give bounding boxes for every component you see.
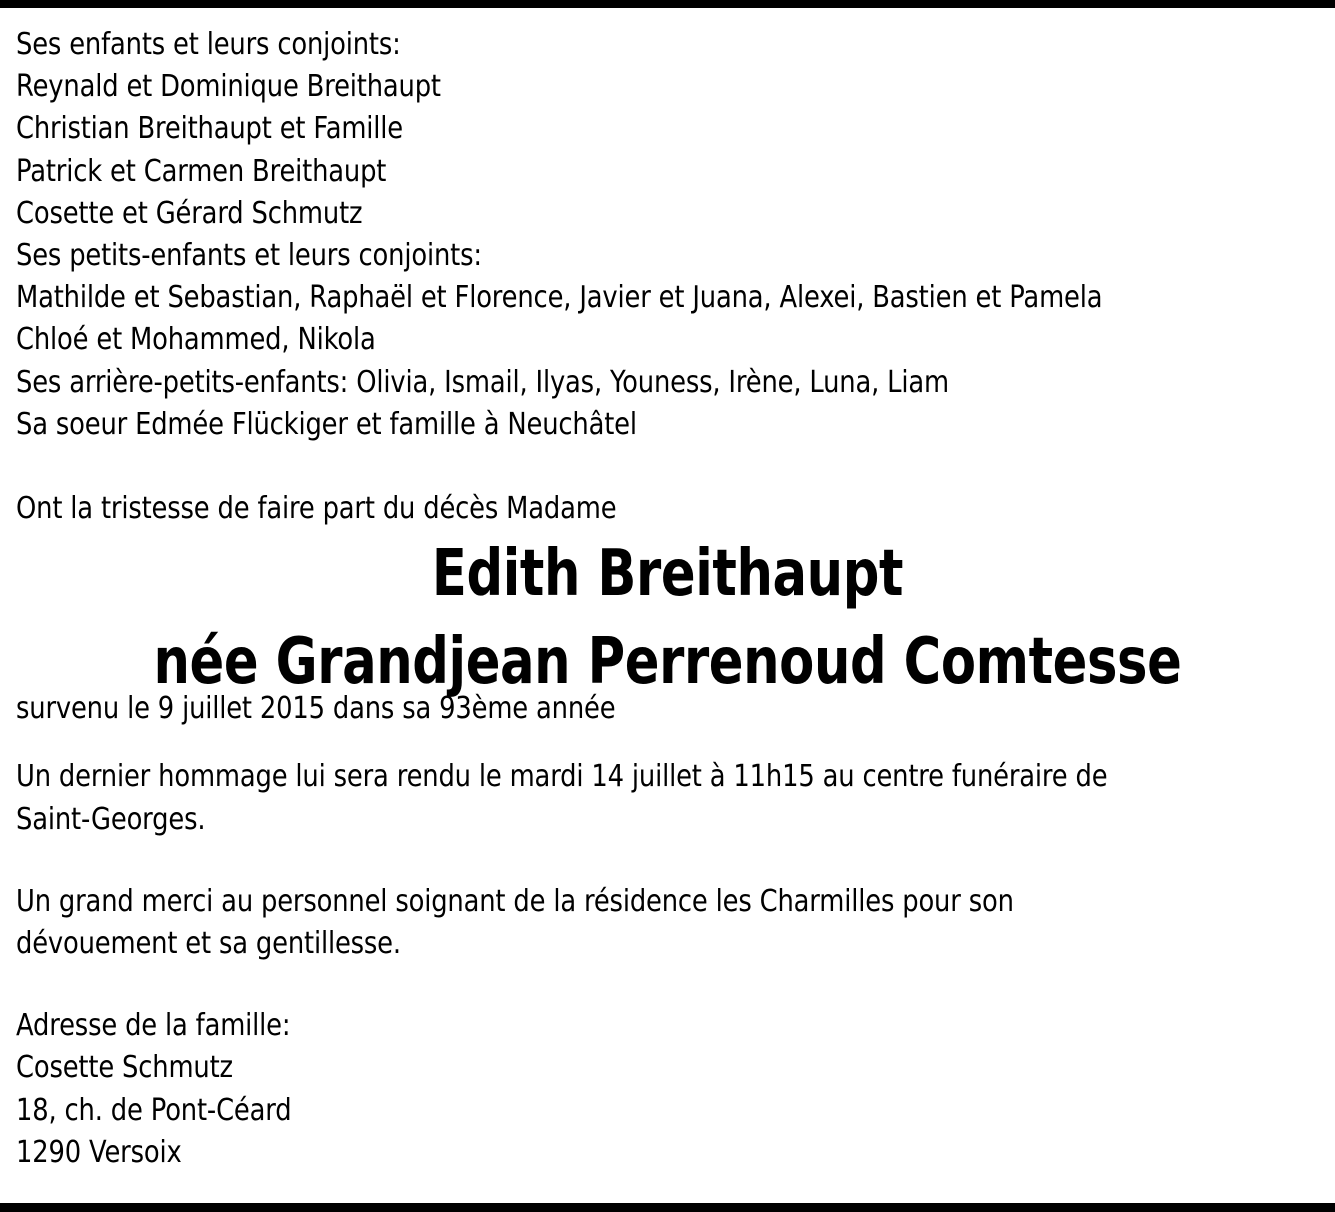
address-street: 18, ch. de Pont-Céard — [16, 1092, 292, 1128]
death-info: survenu le 9 juillet 2015 dans sa 93ème année — [16, 691, 616, 727]
family-address — [16, 1005, 1331, 1174]
ceremony-paragraph — [16, 756, 1331, 840]
address-heading: Adresse de la famille: — [16, 1008, 291, 1044]
child-entry: Christian Breithaupt et Famille — [16, 111, 403, 147]
children-heading: Ses enfants et leurs conjoints: — [16, 27, 401, 62]
grandchildren-line: Chloé et Mohammed, Nikola — [16, 322, 376, 358]
deceased-name — [0, 530, 1335, 706]
child-entry: Reynald et Dominique Breithaupt — [16, 69, 441, 105]
sister-line: Sa soeur Edmée Flückiger et famille à Neuchâtel — [16, 406, 637, 442]
address-city: 1290 Versoix — [16, 1134, 182, 1170]
obituary-notice — [16, 24, 1331, 1174]
announcement-intro: Ont la tristesse de faire part du décès Madame — [16, 491, 617, 527]
thanks-paragraph — [16, 881, 1331, 965]
deceased-name-line1: Edith Breithaupt — [431, 537, 904, 612]
ceremony-line: Saint-Georges. — [16, 801, 206, 837]
thanks-line: dévouement et sa gentillesse. — [16, 926, 401, 962]
ceremony-line: Un dernier hommage lui sera rendu le mardi 14 juillet à 11h15 au centre funéraire de — [16, 759, 1108, 795]
deceased-name-line2: née Grandjean Perrenoud Comtesse — [153, 625, 1182, 700]
family-list — [16, 24, 1331, 446]
great-grandchildren-line: Ses arrière-petits-enfants: Olivia, Ismail, Ilyas, Youness, Irène, Luna, Liam — [16, 364, 949, 400]
top-border-rule — [0, 0, 1335, 8]
bottom-border-rule — [0, 1203, 1335, 1212]
child-entry: Cosette et Gérard Schmutz — [16, 195, 363, 231]
grandchildren-line: Mathilde et Sebastian, Raphaël et Florence, Javier et Juana, Alexei, Bastien et Pamela — [16, 280, 1103, 316]
address-name: Cosette Schmutz — [16, 1050, 233, 1086]
thanks-line: Un grand merci au personnel soignant de la résidence les Charmilles pour son — [16, 883, 1014, 919]
child-entry: Patrick et Carmen Breithaupt — [16, 153, 387, 189]
grandchildren-heading: Ses petits-enfants et leurs conjoints: — [16, 238, 482, 274]
